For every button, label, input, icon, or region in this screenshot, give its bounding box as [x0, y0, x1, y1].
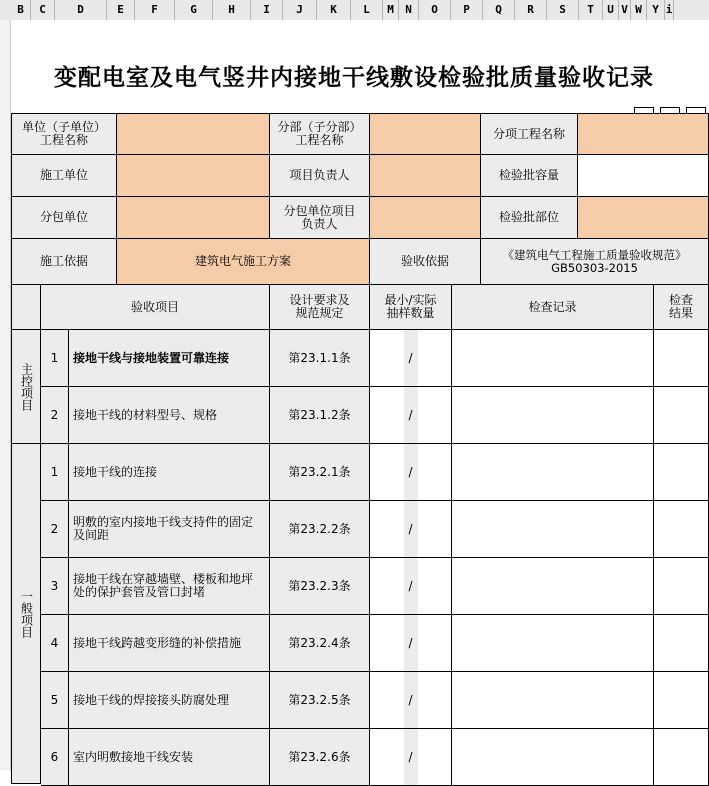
- item-sample[interactable]: [370, 729, 452, 786]
- item-header: 验收项目: [41, 285, 270, 330]
- column-header-cell[interactable]: B: [11, 0, 31, 20]
- item-name: 接地干线在穿越墙壁、楼板和地坪处的保护套管及管口封堵: [69, 558, 270, 615]
- accept-basis-label: 验收依据: [370, 239, 481, 285]
- item-project-value[interactable]: [578, 113, 709, 155]
- item-clause: 第23.2.2条: [270, 501, 370, 558]
- item-record[interactable]: [452, 672, 654, 729]
- sub-project-label: 分部（子分部） 工程名称: [270, 113, 370, 155]
- accept-basis-value: 《建筑电气工程施工质量验收规范》 GB50303-2015: [481, 239, 709, 285]
- record-header: 检查记录: [452, 285, 654, 330]
- item-sample[interactable]: [370, 615, 452, 672]
- item-sample[interactable]: [370, 444, 452, 501]
- sample-header: 最小/实际 抽样数量: [370, 285, 452, 330]
- item-record[interactable]: [452, 729, 654, 786]
- item-name: 接地干线的焊接接头防腐处理: [69, 672, 270, 729]
- item-record[interactable]: [452, 615, 654, 672]
- item-number: 5: [41, 672, 69, 729]
- item-clause: 第23.2.3条: [270, 558, 370, 615]
- item-name: 接地干线的连接: [69, 444, 270, 501]
- item-sample[interactable]: [370, 558, 452, 615]
- general-group-text: 一般项目: [19, 589, 34, 638]
- item-result[interactable]: [654, 444, 709, 501]
- item-result[interactable]: [654, 558, 709, 615]
- page-title: 变配电室及电气竖井内接地干线敷设检验批质量验收记录: [54, 64, 654, 91]
- column-header-cell[interactable]: Y: [647, 0, 665, 20]
- basis-label: 施工依据: [11, 239, 117, 285]
- column-header-cell[interactable]: U: [603, 0, 619, 20]
- column-header-cell[interactable]: W: [631, 0, 647, 20]
- column-header-cell[interactable]: M: [383, 0, 399, 20]
- item-result[interactable]: [654, 729, 709, 786]
- capacity-value[interactable]: [578, 155, 709, 197]
- item-number: 4: [41, 615, 69, 672]
- item-name: 明敷的室内接地干线支持件的固定及间距: [69, 501, 270, 558]
- capacity-label: 检验批容量: [481, 155, 578, 197]
- item-result[interactable]: [654, 387, 709, 444]
- item-sample[interactable]: [370, 672, 452, 729]
- item-result[interactable]: [654, 501, 709, 558]
- basis-value[interactable]: 建筑电气施工方案: [117, 239, 370, 285]
- item-result[interactable]: [654, 330, 709, 387]
- item-clause: 第23.1.1条: [270, 330, 370, 387]
- column-header-cell[interactable]: C: [31, 0, 55, 20]
- item-number: 2: [41, 501, 69, 558]
- column-header-cell[interactable]: P: [451, 0, 483, 20]
- item-record[interactable]: [452, 501, 654, 558]
- item-number: 6: [41, 729, 69, 786]
- part-value[interactable]: [578, 197, 709, 239]
- item-sample[interactable]: [370, 501, 452, 558]
- column-header-cell[interactable]: i: [665, 0, 674, 20]
- column-header-cell[interactable]: I: [251, 0, 283, 20]
- column-header-cell[interactable]: N: [399, 0, 419, 20]
- column-header-bar: [0, 0, 709, 21]
- subcontractor-value[interactable]: [117, 197, 270, 239]
- item-sample[interactable]: [370, 387, 452, 444]
- part-label: 检验批部位: [481, 197, 578, 239]
- item-clause: 第23.2.1条: [270, 444, 370, 501]
- column-header-cell[interactable]: K: [317, 0, 351, 20]
- contractor-label: 施工单位: [11, 155, 117, 197]
- sample-value: /: [408, 749, 413, 764]
- item-result[interactable]: [654, 615, 709, 672]
- item-name: 接地干线跨越变形缝的补偿措施: [69, 615, 270, 672]
- spreadsheet-area: [0, 20, 709, 770]
- item-number: 3: [41, 558, 69, 615]
- contractor-value[interactable]: [117, 155, 270, 197]
- sample-value: /: [408, 521, 413, 536]
- item-project-label: 分项工程名称: [481, 113, 578, 155]
- item-clause: 第23.2.5条: [270, 672, 370, 729]
- item-number: 2: [41, 387, 69, 444]
- item-record[interactable]: [452, 387, 654, 444]
- design-header: 设计要求及 规范规定: [270, 285, 370, 330]
- item-result[interactable]: [654, 672, 709, 729]
- column-header-cell[interactable]: E: [107, 0, 135, 20]
- column-header-cell[interactable]: H: [213, 0, 251, 20]
- column-header-cell[interactable]: V: [619, 0, 631, 20]
- sample-value: /: [408, 692, 413, 707]
- sample-value: /: [408, 578, 413, 593]
- sample-value: /: [408, 464, 413, 479]
- item-name: 室内明敷接地干线安装: [69, 729, 270, 786]
- column-header-cell[interactable]: Q: [483, 0, 515, 20]
- item-number: 1: [41, 444, 69, 501]
- column-header-cell[interactable]: G: [175, 0, 213, 20]
- main-group-label: [11, 330, 41, 444]
- column-header-cell[interactable]: J: [283, 0, 317, 20]
- item-number: 1: [41, 330, 69, 387]
- column-header-cell[interactable]: O: [419, 0, 451, 20]
- sub-project-value[interactable]: [370, 113, 481, 155]
- column-header-cell[interactable]: L: [351, 0, 383, 20]
- unit-value[interactable]: [117, 113, 270, 155]
- sub-pm-value[interactable]: [370, 197, 481, 239]
- item-clause: 第23.1.2条: [270, 387, 370, 444]
- subcontractor-label: 分包单位: [11, 197, 117, 239]
- sample-value: /: [408, 350, 413, 365]
- pm-label: 项目负责人: [270, 155, 370, 197]
- pm-value[interactable]: [370, 155, 481, 197]
- column-header-cell[interactable]: F: [135, 0, 175, 20]
- item-clause: 第23.2.4条: [270, 615, 370, 672]
- item-record[interactable]: [452, 330, 654, 387]
- main-group-text: 主控项目: [19, 362, 34, 411]
- general-group-label: [11, 444, 41, 784]
- group-header-blank: [11, 285, 41, 330]
- item-name: 接地干线与接地装置可靠连接: [69, 330, 270, 387]
- item-clause: 第23.2.6条: [270, 729, 370, 786]
- unit-label: 单位（子单位） 工程名称: [11, 113, 117, 155]
- item-record[interactable]: [452, 558, 654, 615]
- sample-value: /: [408, 407, 413, 422]
- column-header-cell[interactable]: R: [515, 0, 547, 20]
- item-record[interactable]: [452, 444, 654, 501]
- column-header-cell[interactable]: T: [579, 0, 603, 20]
- sample-value: /: [408, 635, 413, 650]
- column-header-cell[interactable]: D: [55, 0, 107, 20]
- item-name: 接地干线的材料型号、规格: [69, 387, 270, 444]
- row-gutter: [0, 20, 11, 770]
- result-header: 检查 结果: [654, 285, 709, 330]
- sub-pm-label: 分包单位项目 负责人: [270, 197, 370, 239]
- item-sample[interactable]: [370, 330, 452, 387]
- column-header-cell[interactable]: S: [547, 0, 579, 20]
